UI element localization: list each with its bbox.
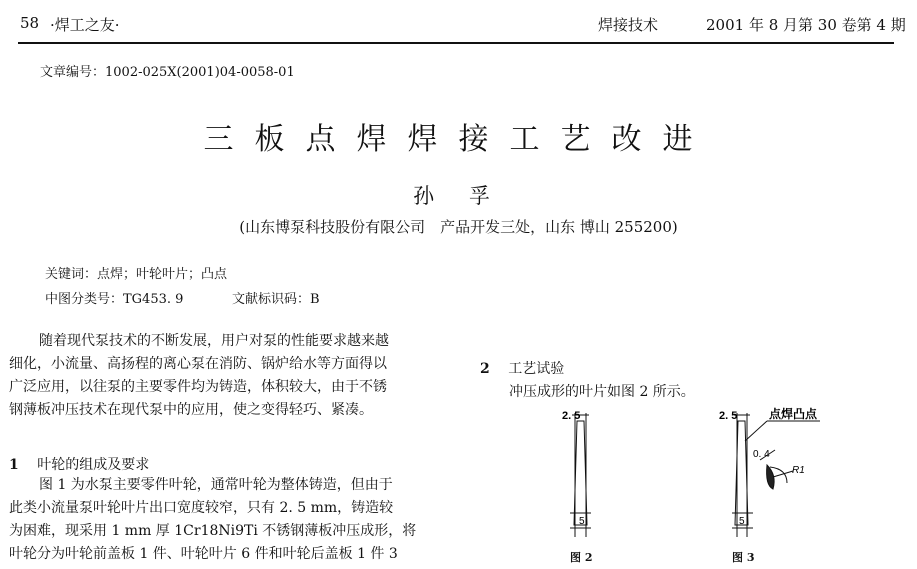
fig3-bottom-dimension: 5	[739, 516, 745, 527]
figure-3-caption: 图 3	[732, 551, 755, 564]
intro-line: 细化，小流量、高扬程的离心泵在消防、锅炉给水等方面得以	[9, 356, 387, 372]
intro-paragraph	[9, 330, 389, 422]
figure-2-caption: 图 2	[570, 551, 593, 564]
intro-line: 广泛应用，以往泵的主要零件均为铸造，体积较大，由于不锈	[9, 379, 387, 395]
fig3-dimension-04: 0. 4	[753, 449, 770, 460]
section1-heading	[9, 454, 149, 474]
classification-number: 中图分类号：TG453. 9	[45, 292, 184, 307]
fig3-radius-label: R1	[792, 465, 805, 476]
header-page-number: 58	[20, 14, 40, 32]
article-id: 文章编号：1002-025X(2001)04-0058-01	[40, 65, 295, 80]
article-title: 三板点焊焊接工艺改进	[203, 122, 714, 157]
fig3-spot-weld-label: 点焊凸点	[769, 407, 818, 421]
affiliation: (山东博泵科技股份有限公司 产品开发三处，山东 博山 255200)	[239, 218, 678, 236]
section2-number: 2	[480, 361, 490, 377]
section1-line: 此类小流量泵叶轮叶片出口宽度较窄，只有 2. 5 mm，铸造较	[9, 500, 394, 516]
section2-heading	[480, 358, 564, 378]
figure-3-drawing	[715, 405, 840, 545]
section1-title: 叶轮的组成及要求	[37, 457, 150, 473]
figure-2-drawing	[550, 405, 620, 545]
section2-text: 冲压成形的叶片如图 2 所示。	[509, 384, 695, 400]
intro-line: 随着现代泵技术的不断发展，用户对泵的性能要求越来越	[39, 333, 389, 349]
section1-line: 为困难，现采用 1 mm 厚 1Cr18Ni9Ti 不锈钢薄板冲压成形，将	[9, 523, 417, 539]
fig3-top-dimension: 2. 5	[719, 410, 738, 422]
header-rule	[18, 42, 894, 44]
header-journal-column: ·焊工之友·	[50, 16, 120, 34]
keywords: 关键词：点焊；叶轮叶片；凸点	[45, 267, 228, 282]
section1-number: 1	[9, 457, 19, 473]
section1-paragraph	[9, 474, 416, 566]
fig2-bottom-dimension: 5	[579, 516, 585, 527]
fig2-top-dimension: 2. 5	[562, 410, 581, 422]
header-journal-name: 焊接技术	[598, 16, 659, 34]
header-issue: 2001 年 8 月第 30 卷第 4 期	[706, 16, 906, 34]
intro-line: 钢薄板冲压技术在现代泵中的应用，使之变得轻巧、紧凑。	[9, 402, 373, 418]
section1-line: 叶轮分为叶轮前盖板 1 件、叶轮叶片 6 件和叶轮后盖板 1 件 3	[9, 546, 398, 562]
author: 孙 孚	[413, 184, 504, 208]
section2-title: 工艺试验	[508, 361, 565, 377]
document-code: 文献标识码：B	[232, 292, 320, 307]
section1-line: 图 1 为水泵主要零件叶轮，通常叶轮为整体铸造，但由于	[39, 477, 393, 493]
